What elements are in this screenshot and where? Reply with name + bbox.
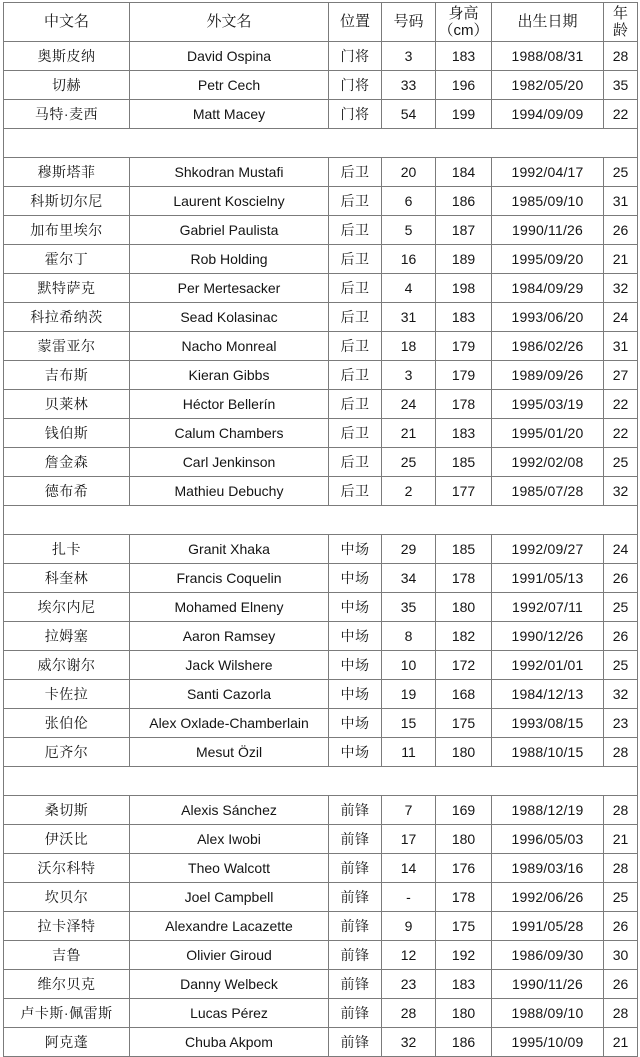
group-spacer-row — [4, 767, 638, 796]
cell-foreign-name: Petr Cech — [130, 71, 329, 100]
cell-birth-date: 1988/09/10 — [492, 999, 604, 1028]
cell-chinese-name: 默特萨克 — [4, 274, 130, 303]
cell-chinese-name: 穆斯塔菲 — [4, 158, 130, 187]
cell-number: 35 — [382, 593, 436, 622]
cell-chinese-name: 拉卡泽特 — [4, 912, 130, 941]
table-row[interactable] — [4, 970, 638, 999]
cell-position: 后卫 — [329, 303, 382, 332]
cell-birth-date: 1985/09/10 — [492, 187, 604, 216]
cell-position: 前锋 — [329, 941, 382, 970]
cell-age: 28 — [604, 999, 638, 1028]
cell-height: 180 — [436, 825, 492, 854]
cell-age: 35 — [604, 71, 638, 100]
cell-position: 门将 — [329, 42, 382, 71]
cell-number: 31 — [382, 303, 436, 332]
cell-chinese-name: 桑切斯 — [4, 796, 130, 825]
cell-age: 25 — [604, 651, 638, 680]
cell-age: 28 — [604, 854, 638, 883]
cell-foreign-name: Theo Walcott — [130, 854, 329, 883]
cell-birth-date: 1986/02/26 — [492, 332, 604, 361]
cell-height: 183 — [436, 303, 492, 332]
cell-chinese-name: 霍尔丁 — [4, 245, 130, 274]
cell-foreign-name: Mohamed Elneny — [130, 593, 329, 622]
group-spacer-cell — [4, 506, 638, 535]
cell-height: 187 — [436, 216, 492, 245]
cell-chinese-name: 张伯伦 — [4, 709, 130, 738]
cell-number: 6 — [382, 187, 436, 216]
cell-number: 3 — [382, 42, 436, 71]
table-row[interactable] — [4, 564, 638, 593]
cell-height: 177 — [436, 477, 492, 506]
cell-age: 23 — [604, 709, 638, 738]
cell-chinese-name: 维尔贝克 — [4, 970, 130, 999]
cell-position: 后卫 — [329, 187, 382, 216]
cell-birth-date: 1986/09/30 — [492, 941, 604, 970]
cell-height: 169 — [436, 796, 492, 825]
cell-chinese-name: 阿克蓬 — [4, 1028, 130, 1057]
cell-foreign-name: Mathieu Debuchy — [130, 477, 329, 506]
cell-number: 24 — [382, 390, 436, 419]
cell-height: 185 — [436, 448, 492, 477]
table-row[interactable] — [4, 390, 638, 419]
cell-foreign-name: Granit Xhaka — [130, 535, 329, 564]
cell-age: 32 — [604, 274, 638, 303]
cell-height: 186 — [436, 1028, 492, 1057]
cell-age: 21 — [604, 245, 638, 274]
cell-age: 22 — [604, 419, 638, 448]
table-row[interactable] — [4, 100, 638, 129]
table-row[interactable] — [4, 216, 638, 245]
cell-number: 3 — [382, 361, 436, 390]
cell-foreign-name: Jack Wilshere — [130, 651, 329, 680]
table-row[interactable] — [4, 912, 638, 941]
table-row[interactable] — [4, 1028, 638, 1057]
cell-number: 29 — [382, 535, 436, 564]
column-header-height-line2: （cm） — [438, 22, 489, 39]
cell-position: 后卫 — [329, 158, 382, 187]
cell-birth-date: 1988/08/31 — [492, 42, 604, 71]
group-spacer-row — [4, 506, 638, 535]
cell-birth-date: 1995/01/20 — [492, 419, 604, 448]
cell-height: 179 — [436, 332, 492, 361]
cell-chinese-name: 威尔谢尔 — [4, 651, 130, 680]
cell-height: 185 — [436, 535, 492, 564]
table-row[interactable] — [4, 651, 638, 680]
cell-number: 54 — [382, 100, 436, 129]
cell-foreign-name: Santi Cazorla — [130, 680, 329, 709]
table-row[interactable] — [4, 883, 638, 912]
cell-number: - — [382, 883, 436, 912]
group-spacer-cell — [4, 129, 638, 158]
cell-foreign-name: Carl Jenkinson — [130, 448, 329, 477]
cell-chinese-name: 科奎林 — [4, 564, 130, 593]
cell-age: 32 — [604, 477, 638, 506]
cell-birth-date: 1984/09/29 — [492, 274, 604, 303]
cell-position: 前锋 — [329, 796, 382, 825]
table-row[interactable] — [4, 42, 638, 71]
column-header-age-line2: 龄 — [612, 22, 628, 39]
cell-height: 168 — [436, 680, 492, 709]
cell-age: 30 — [604, 941, 638, 970]
cell-number: 32 — [382, 1028, 436, 1057]
cell-age: 28 — [604, 796, 638, 825]
column-header-height — [436, 3, 492, 42]
cell-foreign-name: Alex Iwobi — [130, 825, 329, 854]
cell-birth-date: 1982/05/20 — [492, 71, 604, 100]
cell-number: 18 — [382, 332, 436, 361]
cell-foreign-name: Laurent Koscielny — [130, 187, 329, 216]
cell-foreign-name: Lucas Pérez — [130, 999, 329, 1028]
cell-birth-date: 1995/09/20 — [492, 245, 604, 274]
cell-birth-date: 1990/11/26 — [492, 970, 604, 999]
cell-number: 2 — [382, 477, 436, 506]
cell-chinese-name: 伊沃比 — [4, 825, 130, 854]
cell-age: 31 — [604, 332, 638, 361]
cell-position: 前锋 — [329, 970, 382, 999]
cell-birth-date: 1993/06/20 — [492, 303, 604, 332]
table-row[interactable] — [4, 477, 638, 506]
cell-chinese-name: 科斯切尔尼 — [4, 187, 130, 216]
cell-age: 26 — [604, 912, 638, 941]
cell-chinese-name: 吉布斯 — [4, 361, 130, 390]
cell-number: 28 — [382, 999, 436, 1028]
column-header-age-line1: 年 — [612, 4, 628, 22]
table-row[interactable] — [4, 187, 638, 216]
cell-number: 11 — [382, 738, 436, 767]
cell-foreign-name: Alex Oxlade-Chamberlain — [130, 709, 329, 738]
cell-foreign-name: Aaron Ramsey — [130, 622, 329, 651]
cell-height: 189 — [436, 245, 492, 274]
column-header-height-line1: 身高 — [448, 4, 479, 22]
cell-birth-date: 1990/11/26 — [492, 216, 604, 245]
cell-number: 19 — [382, 680, 436, 709]
cell-position: 中场 — [329, 622, 382, 651]
cell-position: 后卫 — [329, 390, 382, 419]
cell-foreign-name: Olivier Giroud — [130, 941, 329, 970]
cell-birth-date: 1992/01/01 — [492, 651, 604, 680]
cell-height: 183 — [436, 42, 492, 71]
cell-age: 32 — [604, 680, 638, 709]
cell-chinese-name: 切赫 — [4, 71, 130, 100]
cell-position: 后卫 — [329, 448, 382, 477]
cell-birth-date: 1992/06/26 — [492, 883, 604, 912]
cell-age: 26 — [604, 970, 638, 999]
cell-position: 后卫 — [329, 361, 382, 390]
cell-number: 25 — [382, 448, 436, 477]
cell-chinese-name: 钱伯斯 — [4, 419, 130, 448]
cell-chinese-name: 厄齐尔 — [4, 738, 130, 767]
cell-position: 前锋 — [329, 883, 382, 912]
table-row[interactable] — [4, 709, 638, 738]
cell-position: 中场 — [329, 738, 382, 767]
cell-height: 183 — [436, 970, 492, 999]
cell-position: 中场 — [329, 709, 382, 738]
cell-foreign-name: Sead Kolasinac — [130, 303, 329, 332]
cell-number: 5 — [382, 216, 436, 245]
column-header-foreign-name: 外文名 — [130, 3, 329, 42]
cell-foreign-name: Alexis Sánchez — [130, 796, 329, 825]
table-row[interactable] — [4, 999, 638, 1028]
cell-chinese-name: 坎贝尔 — [4, 883, 130, 912]
cell-birth-date: 1989/09/26 — [492, 361, 604, 390]
cell-position: 中场 — [329, 564, 382, 593]
cell-chinese-name: 吉鲁 — [4, 941, 130, 970]
cell-number: 4 — [382, 274, 436, 303]
cell-age: 24 — [604, 535, 638, 564]
cell-foreign-name: Alexandre Lacazette — [130, 912, 329, 941]
cell-number: 20 — [382, 158, 436, 187]
table-row[interactable] — [4, 796, 638, 825]
cell-number: 23 — [382, 970, 436, 999]
cell-number: 17 — [382, 825, 436, 854]
cell-birth-date: 1994/09/09 — [492, 100, 604, 129]
cell-height: 178 — [436, 564, 492, 593]
cell-foreign-name: Kieran Gibbs — [130, 361, 329, 390]
cell-height: 179 — [436, 361, 492, 390]
cell-birth-date: 1995/03/19 — [492, 390, 604, 419]
cell-age: 26 — [604, 216, 638, 245]
cell-birth-date: 1989/03/16 — [492, 854, 604, 883]
cell-foreign-name: Per Mertesacker — [130, 274, 329, 303]
table-row[interactable] — [4, 825, 638, 854]
cell-number: 14 — [382, 854, 436, 883]
cell-foreign-name: Rob Holding — [130, 245, 329, 274]
table-row[interactable] — [4, 274, 638, 303]
cell-age: 25 — [604, 448, 638, 477]
cell-position: 门将 — [329, 100, 382, 129]
cell-age: 22 — [604, 390, 638, 419]
cell-birth-date: 1991/05/28 — [492, 912, 604, 941]
cell-age: 25 — [604, 593, 638, 622]
cell-age: 25 — [604, 883, 638, 912]
cell-birth-date: 1991/05/13 — [492, 564, 604, 593]
cell-foreign-name: Joel Campbell — [130, 883, 329, 912]
cell-height: 180 — [436, 999, 492, 1028]
cell-chinese-name: 詹金森 — [4, 448, 130, 477]
table-body — [4, 42, 638, 1057]
table-row[interactable] — [4, 419, 638, 448]
table-row[interactable] — [4, 71, 638, 100]
cell-age: 27 — [604, 361, 638, 390]
cell-number: 16 — [382, 245, 436, 274]
cell-height: 178 — [436, 390, 492, 419]
cell-number: 21 — [382, 419, 436, 448]
cell-height: 192 — [436, 941, 492, 970]
cell-position: 前锋 — [329, 825, 382, 854]
cell-height: 178 — [436, 883, 492, 912]
table-row[interactable] — [4, 941, 638, 970]
cell-chinese-name: 德布希 — [4, 477, 130, 506]
cell-number: 9 — [382, 912, 436, 941]
cell-birth-date: 1992/04/17 — [492, 158, 604, 187]
cell-chinese-name: 拉姆塞 — [4, 622, 130, 651]
cell-chinese-name: 埃尔内尼 — [4, 593, 130, 622]
cell-age: 24 — [604, 303, 638, 332]
cell-number: 7 — [382, 796, 436, 825]
cell-position: 中场 — [329, 535, 382, 564]
table-row[interactable] — [4, 738, 638, 767]
cell-age: 21 — [604, 825, 638, 854]
cell-foreign-name: David Ospina — [130, 42, 329, 71]
cell-chinese-name: 奥斯皮纳 — [4, 42, 130, 71]
cell-height: 175 — [436, 709, 492, 738]
cell-foreign-name: Gabriel Paulista — [130, 216, 329, 245]
cell-position: 前锋 — [329, 912, 382, 941]
table-row[interactable] — [4, 854, 638, 883]
cell-number: 8 — [382, 622, 436, 651]
cell-birth-date: 1992/09/27 — [492, 535, 604, 564]
cell-chinese-name: 沃尔科特 — [4, 854, 130, 883]
cell-height: 176 — [436, 854, 492, 883]
table-row[interactable] — [4, 245, 638, 274]
cell-height: 184 — [436, 158, 492, 187]
cell-position: 中场 — [329, 680, 382, 709]
cell-age: 26 — [604, 564, 638, 593]
cell-birth-date: 1996/05/03 — [492, 825, 604, 854]
cell-chinese-name: 卡佐拉 — [4, 680, 130, 709]
cell-number: 10 — [382, 651, 436, 680]
column-header-chinese-name: 中文名 — [4, 3, 130, 42]
cell-number: 12 — [382, 941, 436, 970]
cell-birth-date: 1993/08/15 — [492, 709, 604, 738]
table-row[interactable] — [4, 303, 638, 332]
table-row[interactable] — [4, 680, 638, 709]
cell-position: 后卫 — [329, 216, 382, 245]
cell-age: 25 — [604, 158, 638, 187]
cell-position: 门将 — [329, 71, 382, 100]
cell-number: 34 — [382, 564, 436, 593]
table-row[interactable] — [4, 448, 638, 477]
cell-height: 186 — [436, 187, 492, 216]
cell-position: 后卫 — [329, 245, 382, 274]
group-spacer-cell — [4, 767, 638, 796]
header-row — [4, 3, 638, 42]
cell-foreign-name: Francis Coquelin — [130, 564, 329, 593]
table-row[interactable] — [4, 332, 638, 361]
cell-chinese-name: 加布里埃尔 — [4, 216, 130, 245]
table-row[interactable] — [4, 158, 638, 187]
cell-age: 28 — [604, 42, 638, 71]
cell-foreign-name: Calum Chambers — [130, 419, 329, 448]
cell-position: 前锋 — [329, 999, 382, 1028]
cell-birth-date: 1985/07/28 — [492, 477, 604, 506]
cell-number: 33 — [382, 71, 436, 100]
cell-position: 中场 — [329, 651, 382, 680]
cell-position: 后卫 — [329, 477, 382, 506]
cell-chinese-name: 卢卡斯·佩雷斯 — [4, 999, 130, 1028]
cell-number: 15 — [382, 709, 436, 738]
cell-foreign-name: Héctor Bellerín — [130, 390, 329, 419]
cell-height: 183 — [436, 419, 492, 448]
cell-height: 180 — [436, 738, 492, 767]
cell-birth-date: 1988/12/19 — [492, 796, 604, 825]
cell-birth-date: 1984/12/13 — [492, 680, 604, 709]
column-header-birth-date: 出生日期 — [492, 3, 604, 42]
cell-foreign-name: Danny Welbeck — [130, 970, 329, 999]
cell-chinese-name: 贝莱林 — [4, 390, 130, 419]
cell-age: 31 — [604, 187, 638, 216]
cell-position: 后卫 — [329, 274, 382, 303]
cell-age: 21 — [604, 1028, 638, 1057]
cell-chinese-name: 扎卡 — [4, 535, 130, 564]
cell-age: 22 — [604, 100, 638, 129]
column-header-age — [604, 3, 638, 42]
cell-birth-date: 1992/02/08 — [492, 448, 604, 477]
cell-position: 中场 — [329, 593, 382, 622]
cell-position: 后卫 — [329, 332, 382, 361]
cell-foreign-name: Nacho Monreal — [130, 332, 329, 361]
cell-position: 后卫 — [329, 419, 382, 448]
cell-foreign-name: Shkodran Mustafi — [130, 158, 329, 187]
table-header — [4, 3, 638, 42]
column-header-number: 号码 — [382, 3, 436, 42]
group-spacer-row — [4, 129, 638, 158]
table-row[interactable] — [4, 622, 638, 651]
cell-birth-date: 1990/12/26 — [492, 622, 604, 651]
cell-height: 180 — [436, 593, 492, 622]
table-row[interactable] — [4, 535, 638, 564]
cell-age: 26 — [604, 622, 638, 651]
column-header-position: 位置 — [329, 3, 382, 42]
cell-chinese-name: 马特·麦西 — [4, 100, 130, 129]
cell-chinese-name: 蒙雷亚尔 — [4, 332, 130, 361]
cell-foreign-name: Mesut Özil — [130, 738, 329, 767]
cell-height: 182 — [436, 622, 492, 651]
cell-height: 198 — [436, 274, 492, 303]
table-row[interactable] — [4, 593, 638, 622]
cell-foreign-name: Matt Macey — [130, 100, 329, 129]
cell-foreign-name: Chuba Akpom — [130, 1028, 329, 1057]
table-row[interactable] — [4, 361, 638, 390]
cell-height: 172 — [436, 651, 492, 680]
cell-birth-date: 1992/07/11 — [492, 593, 604, 622]
cell-birth-date: 1988/10/15 — [492, 738, 604, 767]
cell-height: 196 — [436, 71, 492, 100]
cell-position: 前锋 — [329, 1028, 382, 1057]
cell-age: 28 — [604, 738, 638, 767]
cell-birth-date: 1995/10/09 — [492, 1028, 604, 1057]
cell-height: 199 — [436, 100, 492, 129]
cell-position: 前锋 — [329, 854, 382, 883]
cell-height: 175 — [436, 912, 492, 941]
cell-chinese-name: 科拉希纳茨 — [4, 303, 130, 332]
squad-roster-table — [3, 2, 638, 1057]
